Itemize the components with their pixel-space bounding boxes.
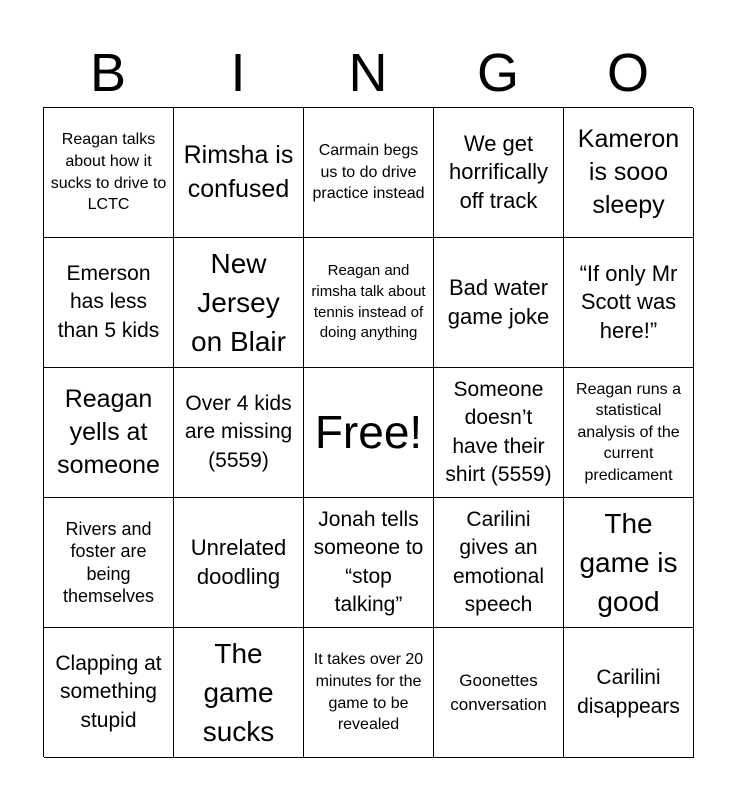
bingo-cell-text: The game sucks (202, 637, 275, 748)
bingo-cell-text: Jonah tells someone to “stop talking” (313, 507, 424, 616)
bingo-cell-text: Reagan and rimsha talk about tennis instead of doing anything (311, 262, 426, 342)
bingo-cell-r3-c5[interactable] (564, 368, 694, 498)
bingo-cell-r5-c3[interactable] (304, 628, 434, 758)
bingo-cell-r4-c2[interactable] (174, 498, 304, 628)
bingo-cell-text: Carmain begs us to do drive practice instead (312, 142, 425, 203)
bingo-cell-text: Reagan talks about how it sucks to drive to LCTC (50, 131, 167, 214)
bingo-cell-text: New Jersey on Blair (191, 247, 286, 358)
bingo-cell-text: “If only Mr Scott was here!” (579, 260, 678, 343)
bingo-cell-r1-c1[interactable] (44, 108, 174, 238)
free-space-text: Free! (314, 406, 423, 459)
bingo-cell-r4-c1[interactable] (44, 498, 174, 628)
header-letter-g: G (476, 43, 519, 103)
bingo-cell-text: The game is good (579, 507, 678, 618)
bingo-header (43, 38, 693, 108)
bingo-cell-r1-c2[interactable] (174, 108, 304, 238)
bingo-cell-text: Carilini disappears (577, 666, 680, 718)
bingo-cell-r2-c3[interactable] (304, 238, 434, 368)
bingo-cell-r3-c2[interactable] (174, 368, 304, 498)
header-letter-n: N (348, 43, 388, 103)
bingo-cell-text: Unrelated doodling (190, 534, 287, 589)
bingo-cell-text: Rimsha is confused (183, 141, 294, 203)
bingo-cell-r1-c5[interactable] (564, 108, 694, 238)
bingo-cell-text: Emerson has less than 5 kids (57, 261, 160, 342)
header-letter-b: B (89, 43, 127, 103)
bingo-cell-text: Someone doesn’t have their shirt (5559) (445, 377, 552, 486)
bingo-cell-r5-c4[interactable] (434, 628, 564, 758)
bingo-cell-text: Clapping at something stupid (55, 651, 162, 732)
bingo-cell-r3-c1[interactable] (44, 368, 174, 498)
bingo-cell-r2-c5[interactable] (564, 238, 694, 368)
bingo-cell-r5-c5[interactable] (564, 628, 694, 758)
bingo-cell-text: Carilini gives an emotional speech (452, 507, 545, 616)
bingo-cell-r4-c3[interactable] (304, 498, 434, 628)
bingo-cell-text: Bad water game joke (447, 274, 550, 329)
bingo-cell-r3-c4[interactable] (434, 368, 564, 498)
bingo-cell-r1-c3[interactable] (304, 108, 434, 238)
bingo-cell-r5-c2[interactable] (174, 628, 304, 758)
bingo-cell-r3-c3-free[interactable] (304, 368, 434, 498)
header-letter-i: I (230, 43, 246, 103)
bingo-cell-text: It takes over 20 minutes for the game to be revealed (313, 651, 424, 734)
bingo-cell-r1-c4[interactable] (434, 108, 564, 238)
bingo-cell-text: Rivers and foster are being themselves (62, 518, 155, 606)
bingo-cell-text: We get horrifically off track (448, 130, 549, 213)
bingo-cell-r5-c1[interactable] (44, 628, 174, 758)
header-letter-o: O (606, 43, 649, 103)
bingo-cell-r4-c5[interactable] (564, 498, 694, 628)
bingo-cell-r2-c2[interactable] (174, 238, 304, 368)
bingo-board (43, 107, 693, 757)
bingo-cell-text: Over 4 kids are missing (5559) (184, 391, 293, 472)
bingo-cell-r2-c1[interactable] (44, 238, 174, 368)
bingo-cell-r2-c4[interactable] (434, 238, 564, 368)
bingo-cell-text: Goonettes conversation (450, 671, 547, 714)
bingo-cell-text: Kameron is sooo sleepy (577, 124, 680, 220)
bingo-cell-text: Reagan runs a statistical analysis of the current predicament (576, 380, 681, 484)
bingo-cell-r4-c4[interactable] (434, 498, 564, 628)
bingo-cell-text: Reagan yells at someone (57, 384, 160, 480)
